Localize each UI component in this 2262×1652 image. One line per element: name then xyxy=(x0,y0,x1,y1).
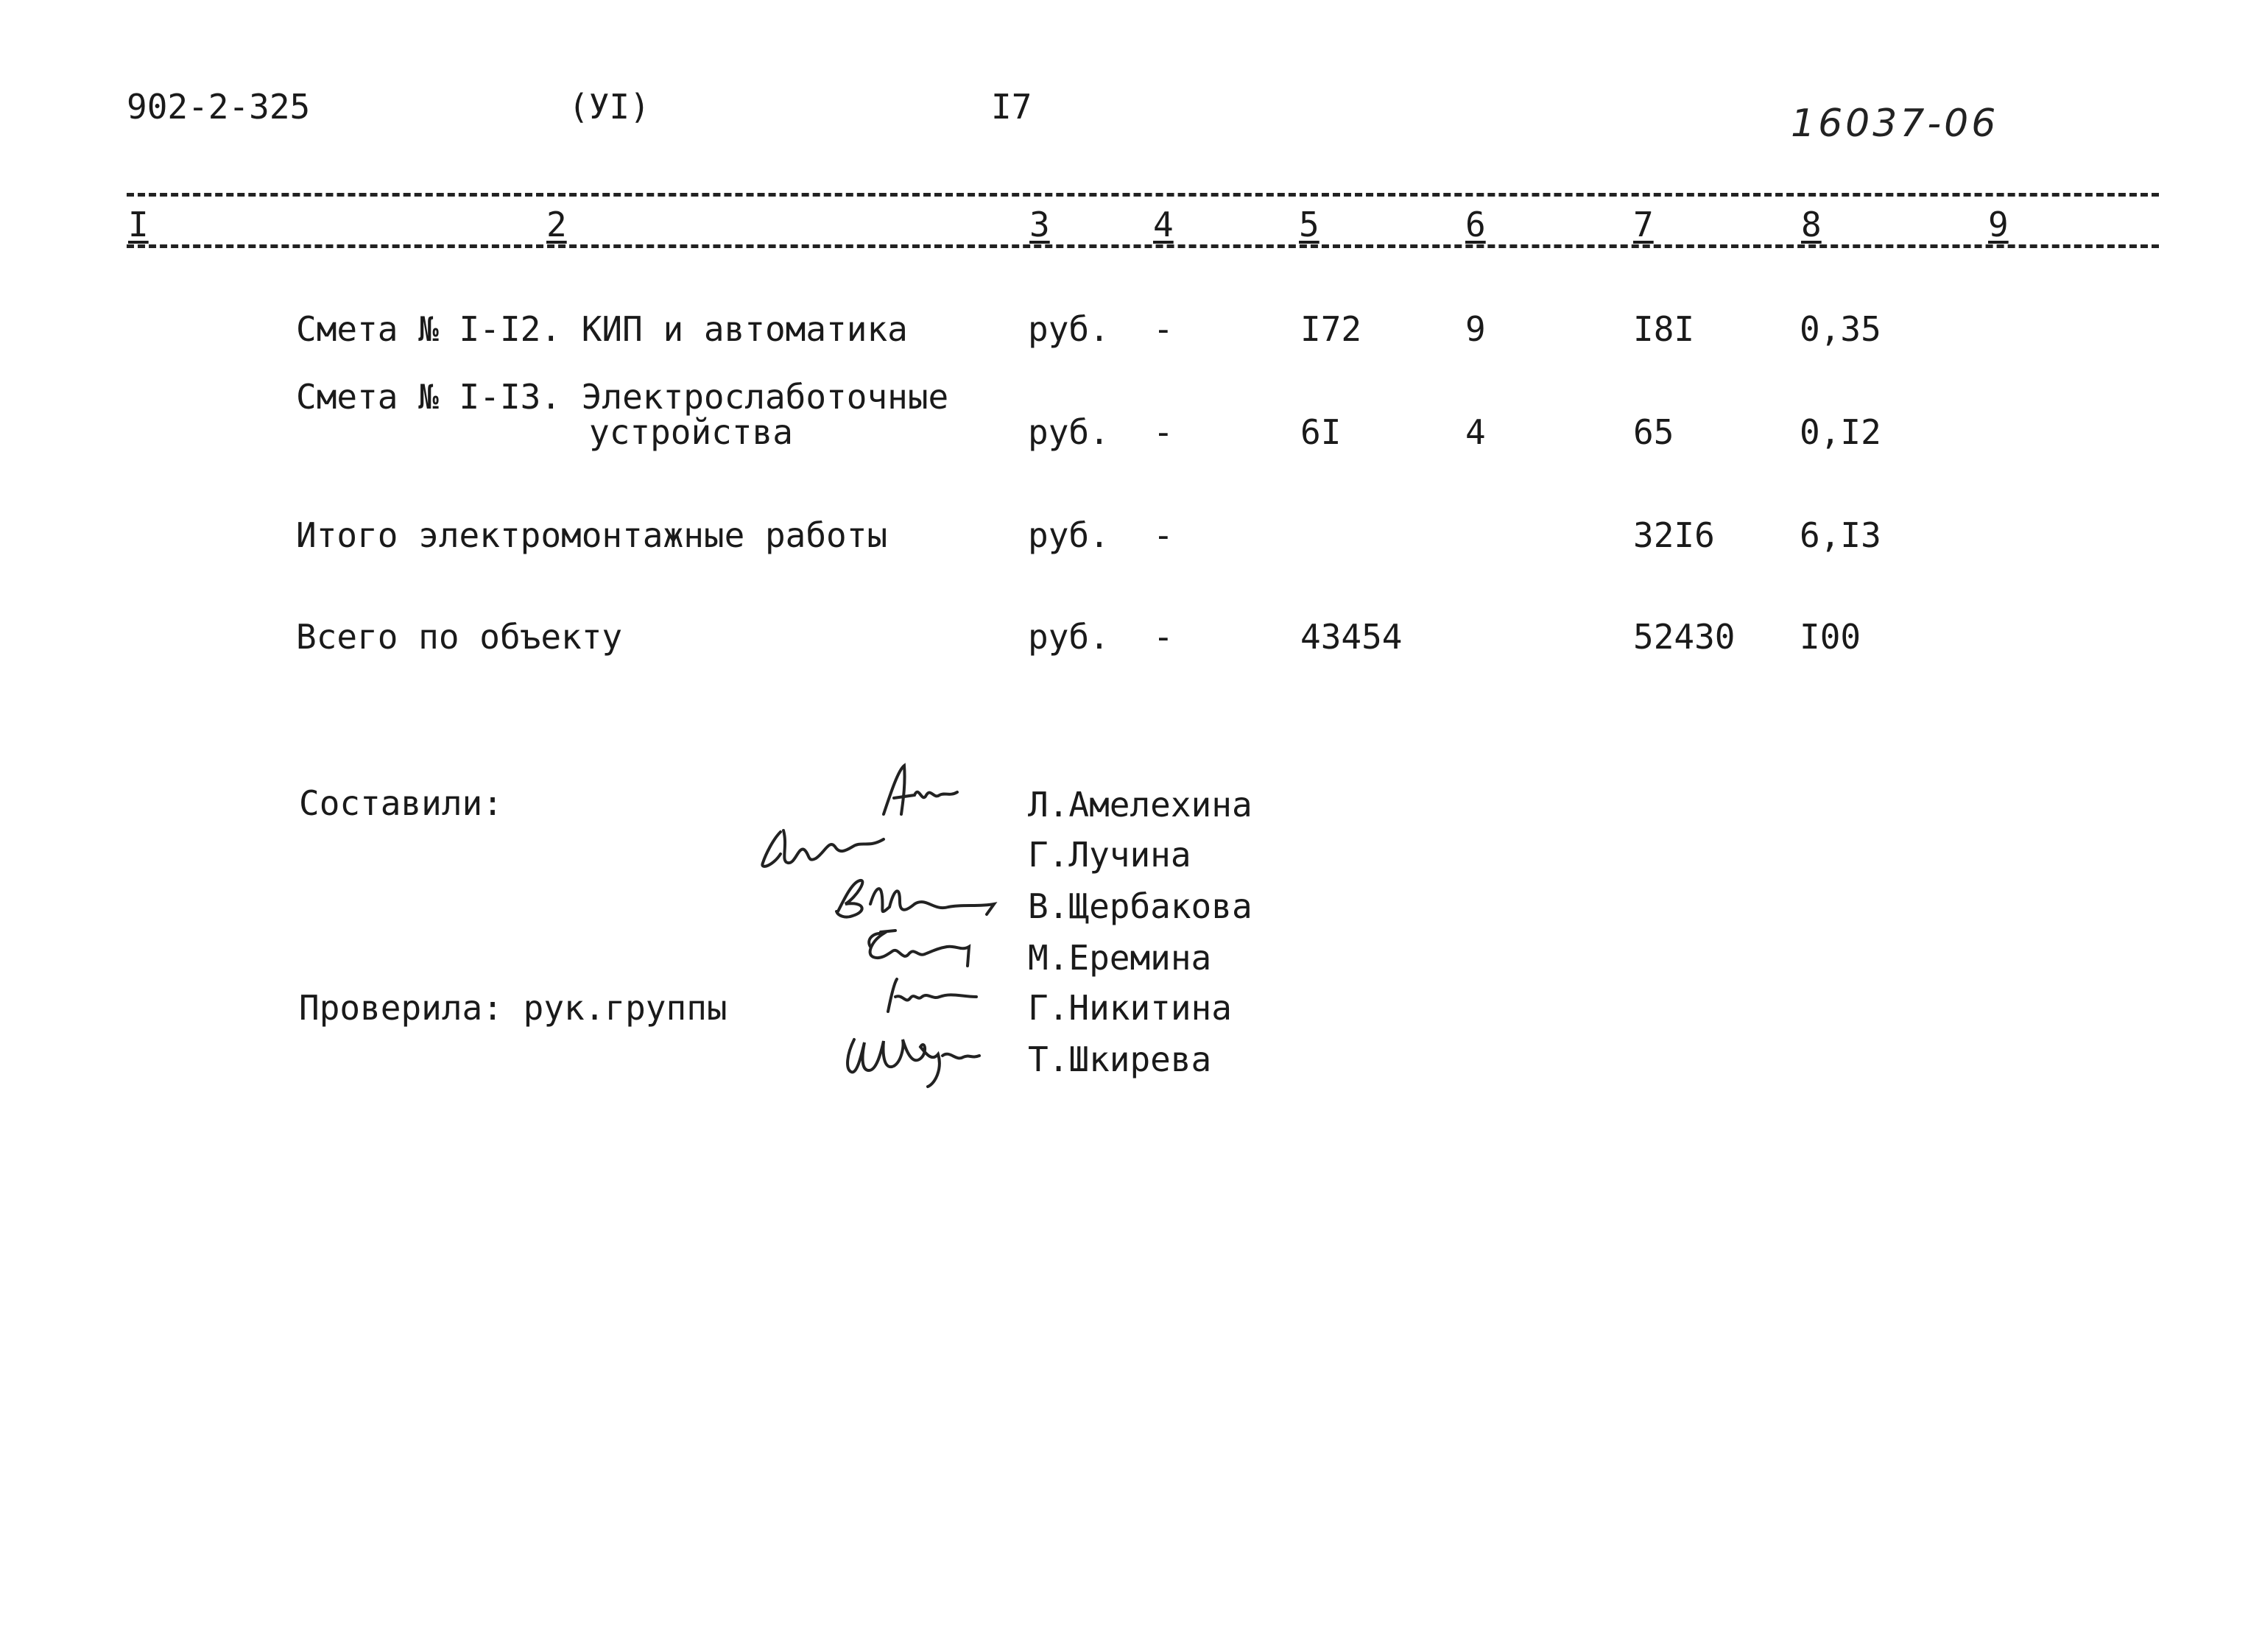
row-2-col5: 6I xyxy=(1300,412,1342,452)
signatory-name-6: Т.Шкирева xyxy=(1028,1039,1212,1079)
album-number: (УI) xyxy=(568,87,650,127)
document-code: 902-2-325 xyxy=(127,87,311,127)
row-4-unit: руб. xyxy=(1028,617,1110,657)
row-2-label: Смета № I-I3. Электрослаботочные xyxy=(296,377,949,417)
row-2-col6: 4 xyxy=(1465,412,1486,452)
signature-3 xyxy=(823,875,1000,926)
row-4-col4: - xyxy=(1153,617,1174,657)
signature-1 xyxy=(876,763,979,822)
row-2-col8: 0,I2 xyxy=(1800,412,1881,452)
row-3-unit: руб. xyxy=(1028,515,1110,555)
row-1-label: Смета № I-I2. КИП и автоматика xyxy=(296,309,908,349)
signature-2 xyxy=(758,817,913,876)
row-3-col4: - xyxy=(1153,515,1174,555)
signature-5 xyxy=(881,975,984,1019)
column-number-7: 7 xyxy=(1633,205,1654,244)
row-1-col7: I8I xyxy=(1633,309,1695,349)
signatory-name-4: М.Еремина xyxy=(1028,938,1212,978)
row-2-unit: руб. xyxy=(1028,412,1110,452)
signatory-name-5: Г.Никитина xyxy=(1028,988,1232,1028)
row-1-col6: 9 xyxy=(1465,309,1486,349)
column-number-5: 5 xyxy=(1299,205,1320,244)
row-3-col7: 32I6 xyxy=(1633,515,1715,555)
column-number-4: 4 xyxy=(1153,205,1174,244)
row-4-col8: I00 xyxy=(1800,617,1861,657)
signatory-name-1: Л.Амелехина xyxy=(1028,785,1252,825)
row-1-col5: I72 xyxy=(1300,309,1362,349)
row-3-label: Итого электромонтажные работы xyxy=(296,515,888,555)
checked-by-label: Проверила: рук.группы xyxy=(299,988,727,1028)
column-number-2: 2 xyxy=(546,205,567,244)
header-top-rule xyxy=(127,193,2159,197)
row-4-col7: 52430 xyxy=(1633,617,1736,657)
header-bottom-rule xyxy=(127,244,2159,248)
signature-6 xyxy=(839,1025,987,1091)
signatory-name-3: В.Щербакова xyxy=(1028,886,1252,926)
column-number-3: 3 xyxy=(1029,205,1050,244)
row-4-label: Всего по объекту xyxy=(296,617,623,657)
row-2-label-continued: устройства xyxy=(589,412,793,452)
column-number-1: I xyxy=(128,205,149,244)
signatory-name-2: Г.Лучина xyxy=(1028,835,1191,875)
row-1-col8: 0,35 xyxy=(1800,309,1881,349)
row-1-col4: - xyxy=(1153,309,1174,349)
row-4-col5: 43454 xyxy=(1300,617,1403,657)
row-2-col7: 65 xyxy=(1633,412,1674,452)
column-number-9: 9 xyxy=(1988,205,2009,244)
row-1-unit: руб. xyxy=(1028,309,1110,349)
registration-number: 16037-06 xyxy=(1791,102,1999,146)
page-number: I7 xyxy=(991,87,1032,127)
row-3-col8: 6,I3 xyxy=(1800,515,1881,555)
row-2-col4: - xyxy=(1153,412,1174,452)
column-number-6: 6 xyxy=(1465,205,1486,244)
signature-4 xyxy=(859,925,984,976)
column-number-8: 8 xyxy=(1801,205,1822,244)
compiled-by-label: Составили: xyxy=(299,783,503,823)
